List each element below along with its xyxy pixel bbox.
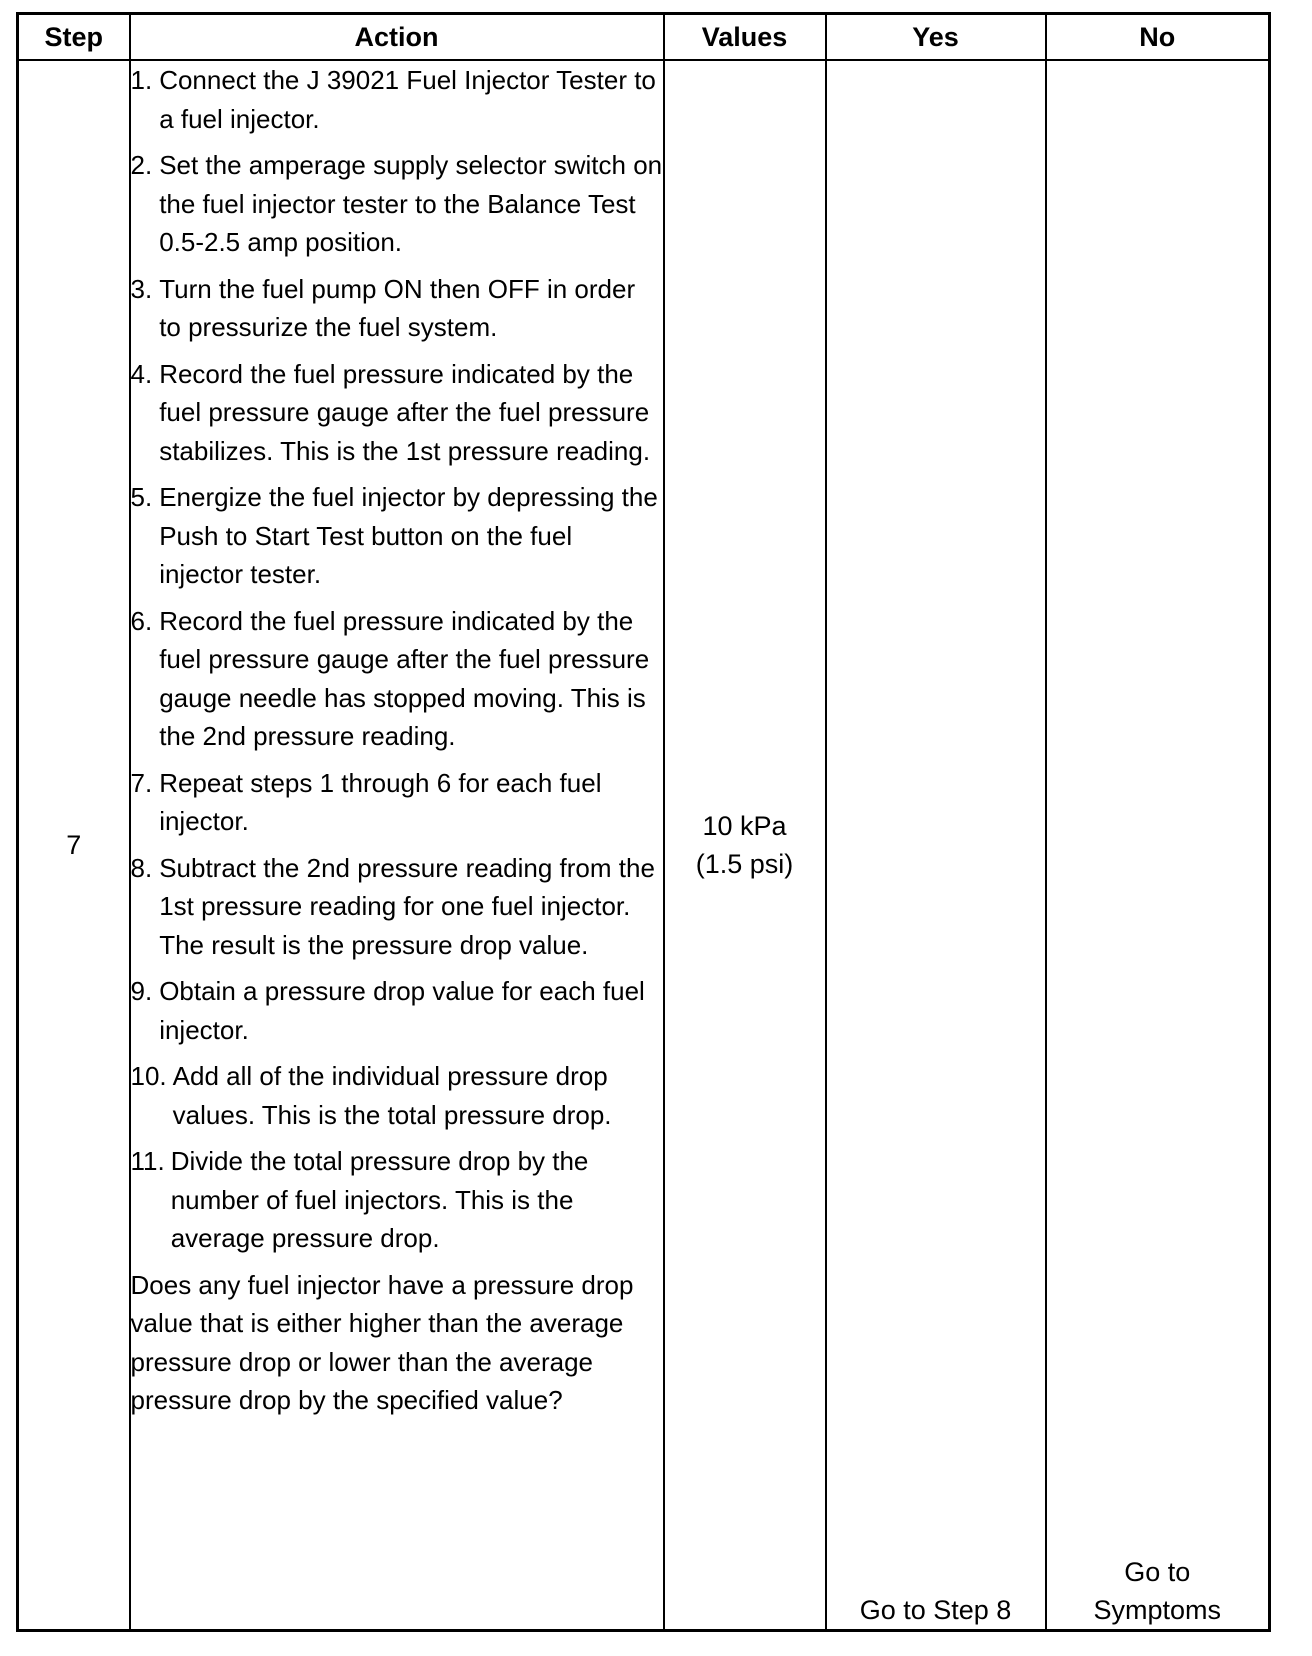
action-cell bbox=[130, 60, 664, 1631]
header-yes: Yes bbox=[826, 14, 1046, 61]
list-item bbox=[131, 270, 663, 347]
step-index: 8. bbox=[130, 852, 153, 883]
step-text: Add all of the individual pressure drop values. This is the total pressure drop. bbox=[172, 1061, 612, 1130]
list-item bbox=[131, 1057, 663, 1134]
value-imperial: (1.5 psi) bbox=[695, 849, 794, 879]
diagnostic-table bbox=[16, 12, 1271, 1632]
no-action-line1: Go to bbox=[1124, 1557, 1191, 1587]
step-text: Divide the total pressure drop by the number of fuel injectors. This is the average pressure drop. bbox=[170, 1146, 589, 1253]
list-item bbox=[131, 764, 663, 841]
header-values: Values bbox=[664, 14, 826, 61]
step-text: Obtain a pressure drop value for each fuel injector. bbox=[159, 976, 645, 1045]
value-metric: 10 kPa bbox=[702, 811, 787, 841]
header-step: Step bbox=[18, 14, 130, 61]
step-text: Record the fuel pressure indicated by the fuel pressure gauge after the fuel pressure stabilizes. This is the 1st pressure reading. bbox=[159, 358, 651, 466]
step-index: 9. bbox=[130, 976, 153, 1006]
table-row bbox=[18, 60, 1270, 1631]
step-text: Record the fuel pressure indicated by the fuel pressure gauge after the fuel pressure gauge needle has stopped moving. This is the 2nd pressure reading. bbox=[159, 605, 650, 751]
step-text: Subtract the 2nd pressure reading from the 1st pressure reading for one fuel injector. The result is the pressure drop value. bbox=[159, 852, 655, 960]
step-index: 1. bbox=[130, 65, 153, 95]
decision-question: Does any fuel injector have a pressure drop value that is either higher than the average pressure drop or lower than the average pressure drop by the specified value? bbox=[130, 1269, 634, 1415]
list-item bbox=[131, 602, 663, 756]
step-text: Set the amperage supply selector switch on the fuel injector tester to the Balance Test 0.5-2.5 amp position. bbox=[159, 150, 663, 257]
action-steps-list bbox=[131, 61, 663, 1258]
values-cell bbox=[664, 60, 826, 1631]
step-text: Repeat steps 1 through 6 for each fuel injector. bbox=[159, 767, 602, 836]
step-index: 10. bbox=[130, 1061, 167, 1091]
yes-action: Go to Step 8 bbox=[859, 1595, 1012, 1625]
step-text: Energize the fuel injector by depressing the Push to Start Test button on the fuel injector tester. bbox=[159, 482, 658, 589]
step-number: 7 bbox=[18, 60, 130, 1631]
list-item bbox=[131, 146, 663, 262]
list-item bbox=[131, 1142, 663, 1258]
header-action: Action bbox=[130, 14, 664, 61]
header-no: No bbox=[1046, 14, 1270, 61]
step-index: 6. bbox=[130, 605, 153, 636]
list-item bbox=[131, 355, 663, 471]
list-item bbox=[131, 849, 663, 965]
step-index: 2. bbox=[130, 150, 153, 180]
step-text: Connect the J 39021 Fuel Injector Tester to a fuel injector. bbox=[159, 65, 656, 134]
no-cell bbox=[1046, 60, 1270, 1631]
step-text: Turn the fuel pump ON then OFF in order to pressurize the fuel system. bbox=[159, 273, 636, 342]
step-index: 11. bbox=[130, 1146, 165, 1176]
list-item bbox=[131, 478, 663, 594]
step-index: 5. bbox=[130, 482, 153, 512]
step-index: 4. bbox=[130, 358, 153, 389]
list-item bbox=[131, 61, 663, 138]
step-index: 3. bbox=[130, 273, 153, 304]
yes-cell bbox=[826, 60, 1046, 1631]
list-item bbox=[131, 972, 663, 1049]
header-row bbox=[18, 14, 1270, 61]
no-action-line2: Symptoms bbox=[1093, 1595, 1222, 1625]
step-index: 7. bbox=[130, 767, 153, 798]
